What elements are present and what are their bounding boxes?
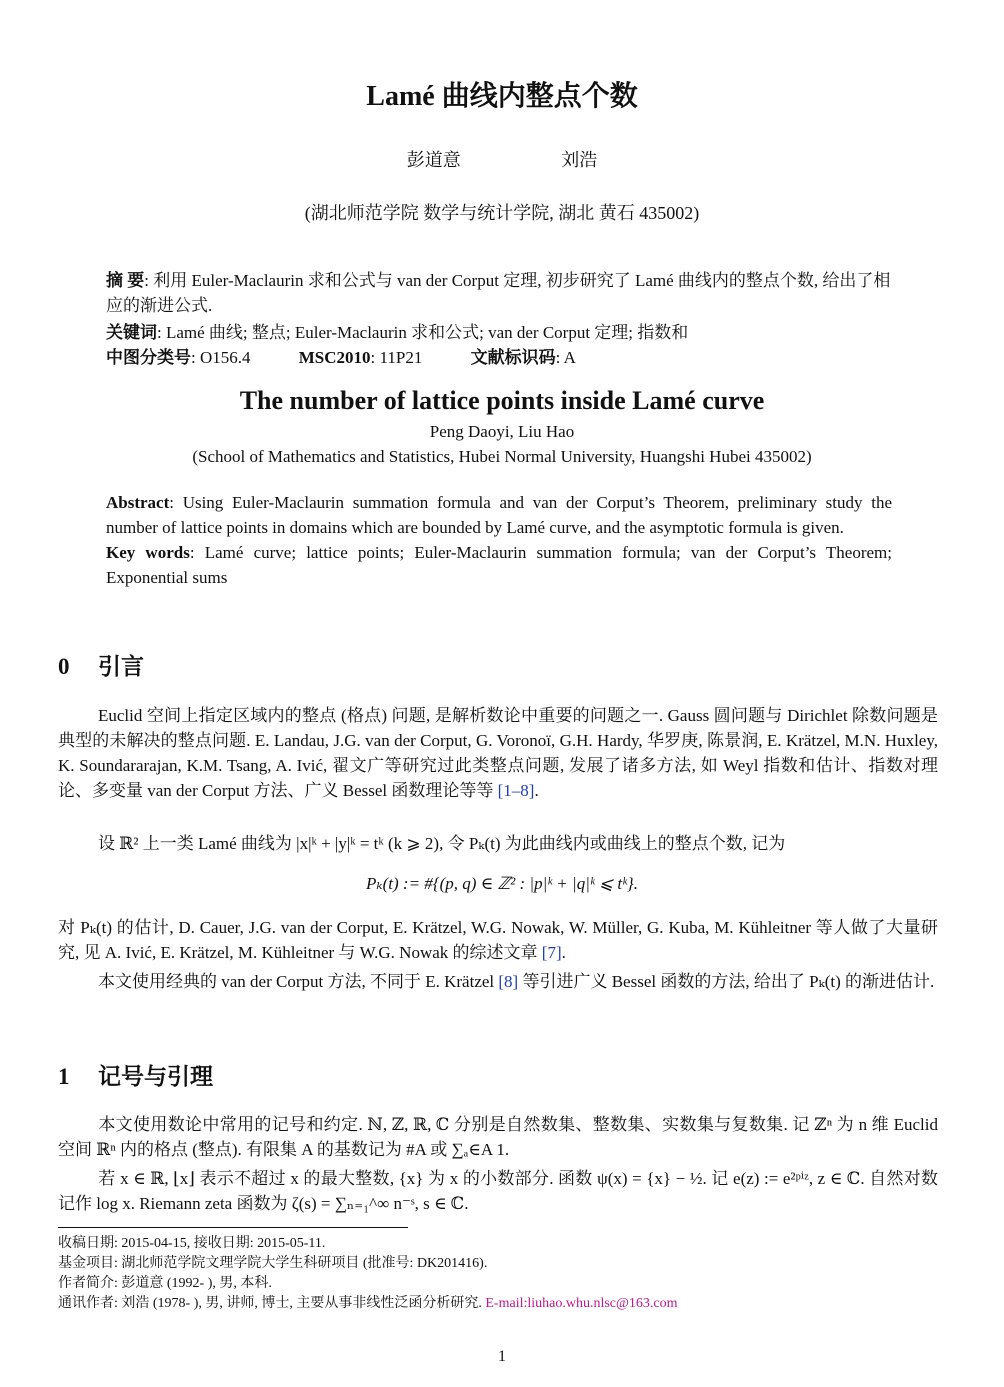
abstract-english bbox=[106, 490, 892, 590]
footnote-corresponding: 通讯作者: 刘浩 (1978- ), 男, 讲师, 博士, 主要从事非线性泛函分析研究. E-mail:liuhao.whu.nlsc@163.com bbox=[58, 1296, 678, 1311]
section-1-heading bbox=[58, 1058, 213, 1091]
footnote-rule bbox=[58, 1227, 408, 1228]
keywords-cn-text: : Lamé 曲线; 整点; Euler-Maclaurin 求和公式; van der Corput 定理; 指数和 bbox=[157, 323, 689, 342]
intro-paragraph-2: 设 ℝ² 上一类 Lamé 曲线为 |x|ᵏ + |y|ᵏ = tᵏ (k ⩾ 2), 令 Pₖ(t) 为此曲线内或曲线上的整点个数, 记为 bbox=[98, 834, 786, 853]
affiliation-chinese: (湖北师范学院 数学与统计学院, 湖北 黄石 435002) bbox=[304, 203, 700, 223]
intro-paragraph-4: 本文使用经典的 van der Corput 方法, 不同于 E. Krätzel [8] 等引进广义 Bessel 函数的方法, 给出了 Pₖ(t) 的渐进估计. bbox=[98, 972, 935, 991]
abstract-en-label: Abstract bbox=[106, 493, 170, 512]
formula-pk: Pₖ(t) := #{(p, q) ∈ ℤ² : |p|ᵏ + |q|ᵏ ⩽ tᵏ}. bbox=[366, 874, 638, 893]
authors-english: Peng Daoyi, Liu Hao bbox=[429, 422, 575, 441]
citation-8[interactable]: [8] bbox=[498, 972, 519, 991]
author-1: 彭道意 bbox=[406, 150, 461, 170]
keywords-chinese bbox=[106, 320, 892, 345]
author-2: 刘浩 bbox=[561, 150, 598, 170]
keywords-en-label: Key words bbox=[106, 543, 190, 562]
citation-7[interactable]: [7] bbox=[541, 943, 562, 962]
intro-paragraph-1: Euclid 空间上指定区域内的整点 (格点) 问题, 是解析数论中重要的问题之一. Gauss 圆问题与 Dirichlet 除数问题是典型的未解决的整点问题. E. Landau, J.G. van der Corput, G. Voronoï, G.H. Hardy, 华罗庚, 陈景润, E. Krätzel, M.N. Huxley, K. Soundararajan, K.M. Tsang, A. Ivić, 翟文广等研究过此类整点问题, 发展了诸多方法, 如 Weyl 指数和估计、指数对理论、多变量 van der Corput 方法、广义 Bessel 函数理论等等 [1–8]. bbox=[58, 706, 938, 800]
title-english: The number of lattice points inside Lamé curve bbox=[239, 386, 765, 415]
msc-code: MSC2010: 11P21 bbox=[298, 348, 423, 367]
abstract-cn-label: 摘 要 bbox=[106, 271, 145, 290]
notation-paragraph-1: 本文使用数论中常用的记号和约定. ℕ, ℤ, ℝ, ℂ 分别是自然数集、整数集、实数集与复数集. 记 ℤⁿ 为 n 维 Euclid 空间 ℝⁿ 内的格点 (整点). 有限集 A 的基数记为 #A 或 ∑ₐ∈A 1. bbox=[58, 1115, 938, 1159]
section-1-title: 记号与引理 bbox=[98, 1064, 213, 1089]
authors-chinese bbox=[0, 146, 1004, 172]
abstract-chinese bbox=[106, 268, 892, 318]
affiliation-english: (School of Mathematics and Statistics, Hubei Normal University, Huangshi Hubei 435002) bbox=[192, 447, 812, 466]
abstract-en-text: : Using Euler-Maclaurin summation formula and van der Corput’s Theorem, preliminary study the number of lattice points in domains which are bounded by Lamé curve, and the asymptotic formula is given. bbox=[106, 493, 892, 537]
document-code: 文献标识码: A bbox=[470, 348, 576, 367]
keywords-cn-label: 关键词 bbox=[106, 323, 157, 342]
section-0-title: 引言 bbox=[98, 654, 144, 679]
section-0-number: 0 bbox=[58, 654, 70, 679]
footnotes bbox=[58, 1234, 958, 1314]
footnote-author-info: 作者简介: 彭道意 (1992- ), 男, 本科. bbox=[58, 1276, 272, 1291]
title-chinese: Lamé 曲线内整点个数 bbox=[366, 81, 638, 112]
clc-code: 中图分类号: O156.4 bbox=[106, 348, 251, 367]
keywords-en-text: : Lamé curve; lattice points; Euler-Maclaurin summation formula; van der Corput’s Theorem; Exponential sums bbox=[106, 543, 892, 587]
footnote-dates: 收稿日期: 2015-04-15, 接收日期: 2015-05-11. bbox=[58, 1236, 326, 1251]
classification-row bbox=[106, 345, 892, 370]
email-link[interactable]: E-mail:liuhao.whu.nlsc@163.com bbox=[485, 1296, 678, 1311]
page-number: 1 bbox=[498, 1348, 506, 1365]
footnote-fund: 基金项目: 湖北师范学院文理学院大学生科研项目 (批准号: DK201416). bbox=[58, 1256, 488, 1271]
section-1-number: 1 bbox=[58, 1064, 70, 1089]
intro-paragraph-3: 对 Pₖ(t) 的估计, D. Cauer, J.G. van der Corput, E. Krätzel, W.G. Nowak, W. Müller, G. Kuba, M. Kühleitner 等人做了大量研究, 见 A. Ivić, E. Krätzel, M. Kühleitner 与 W.G. Nowak 的综述文章 [7]. bbox=[58, 918, 938, 962]
section-0-heading bbox=[58, 648, 144, 681]
notation-paragraph-2: 若 x ∈ ℝ, ⌊x⌋ 表示不超过 x 的最大整数, {x} 为 x 的小数部分. 函数 ψ(x) = {x} − ½. 记 e(z) := e²ᵖⁱᶻ, z ∈ ℂ. 自然对数记作 log x. Riemann zeta 函数为 ζ(s) = ∑ₙ₌₁^∞ n⁻ˢ, s ∈ ℂ. bbox=[58, 1169, 938, 1213]
citation-1-8[interactable]: [1–8] bbox=[497, 781, 535, 800]
abstract-cn-text: : 利用 Euler-Maclaurin 求和公式与 van der Corput 定理, 初步研究了 Lamé 曲线内的整点个数, 给出了相应的渐进公式. bbox=[106, 271, 891, 315]
